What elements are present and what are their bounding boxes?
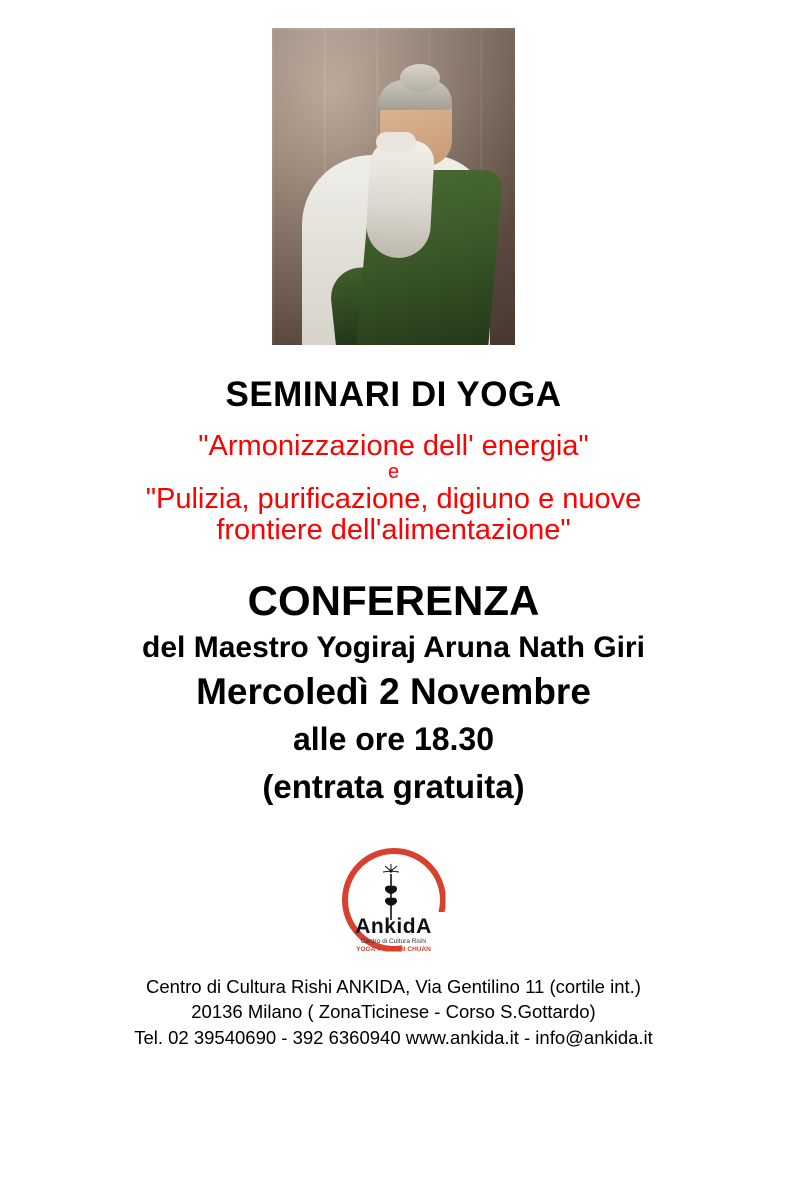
event-speaker: del Maestro Yogiraj Aruna Nath Giri: [142, 630, 645, 664]
photo-moustache: [376, 132, 416, 152]
seminar-title-1: "Armonizzazione dell' energia": [198, 430, 589, 462]
seminar-conjunction: e: [387, 461, 400, 484]
seminar-titles: [146, 431, 642, 547]
event-date: Mercoledì 2 Novembre: [196, 670, 591, 712]
teacher-photo: [272, 28, 515, 345]
logo-name: AnkidA: [355, 914, 432, 938]
footer-line-city: 20136 Milano ( ZonaTicinese - Corso S.Gottardo): [191, 1001, 596, 1023]
logo-plant-icon: [380, 864, 402, 922]
event-type: CONFERENZA: [247, 576, 540, 624]
logo-text-block: [334, 916, 454, 954]
photo-beard: [365, 138, 435, 259]
photo-hair-bun: [400, 64, 440, 92]
footer-line-contacts: Tel. 02 39540690 - 392 6360940 www.ankida.it - info@ankida.it: [134, 1026, 653, 1048]
seminar-title-2-line-2: frontiere dell'alimentazione": [216, 514, 571, 547]
logo-tagline: YOGA ● TAI CHI CHUAN: [356, 945, 431, 953]
seminar-title-2-line-1: "Pulizia, purificazione, digiuno e nuove: [145, 482, 642, 515]
footer-line-address: Centro di Cultura Rishi ANKIDA, Via Gentilino 11 (cortile int.): [146, 975, 641, 997]
poster-heading: SEMINARI DI YOGA: [225, 375, 562, 414]
event-admission: (entrata gratuita): [262, 767, 525, 805]
ankida-logo: [334, 848, 454, 956]
logo-subtitle: Centro di Cultura Rishi: [360, 937, 427, 945]
footer-contact: [134, 974, 653, 1051]
event-time: alle ore 18.30: [292, 720, 495, 757]
